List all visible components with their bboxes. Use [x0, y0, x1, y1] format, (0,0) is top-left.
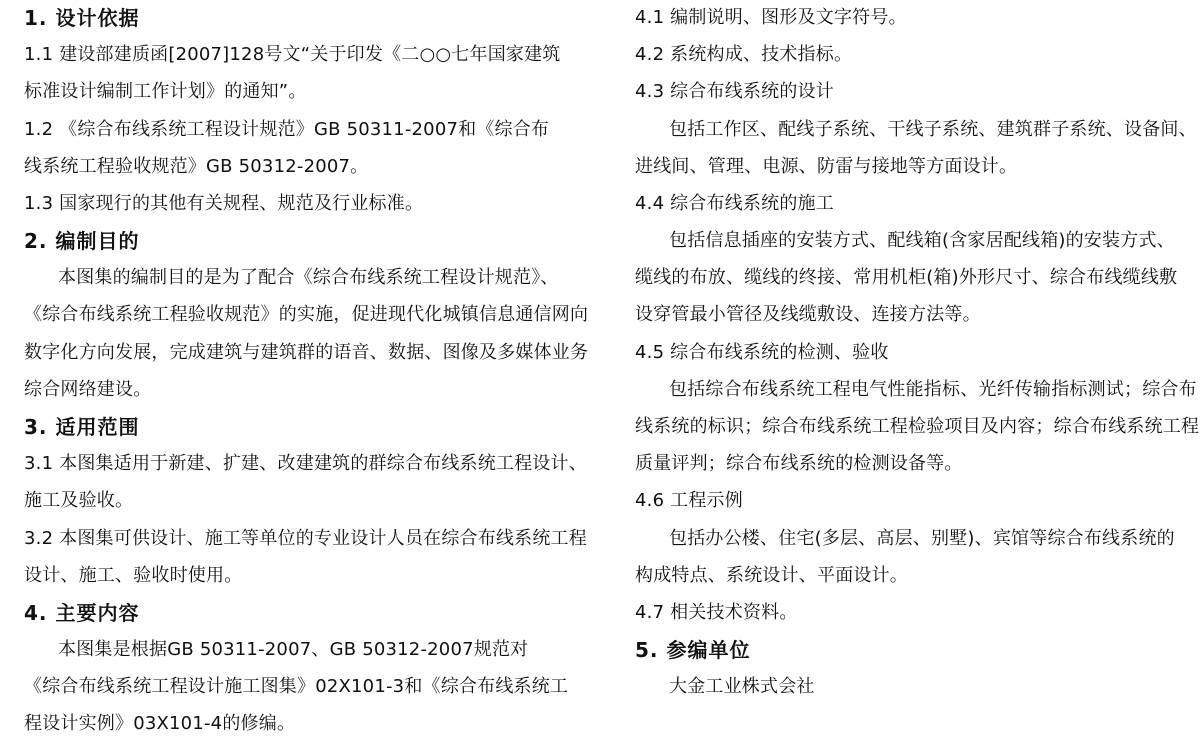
text-line: 包括信息插座的安装方式、配线箱(含家居配线箱)的安装方式、: [669, 230, 1175, 251]
text-line: 设计、施工、验收时使用。: [24, 565, 243, 586]
text-line: 质量评判；综合布线系统的检测设备等。: [635, 453, 963, 474]
text-line: 《综合布线系统工程验收规范》的实施，促进现代化城镇信息通信网向: [24, 304, 589, 325]
text-line: 标准设计编制工作计划》的通知”。: [24, 81, 307, 102]
text-line: 4.2 系统构成、技术指标。: [635, 44, 853, 65]
text-line: 施工及验收。: [24, 490, 134, 511]
text-line: 4.7 相关技术资料。: [635, 602, 798, 623]
text-line: 包括工作区、配线子系统、干线子系统、建筑群子系统、设备间、: [669, 119, 1197, 140]
text-line: 本图集的编制目的是为了配合《综合布线系统工程设计规范》、: [58, 267, 559, 288]
text-line: 进线间、管理、电源、防雷与接地等方面设计。: [635, 156, 1018, 177]
text-line: 线系统的标识；综合布线系统工程检验项目及内容；综合布线系统工程: [635, 416, 1200, 437]
text-line: 大金工业株式会社: [669, 676, 815, 697]
text-line: 4.4 综合布线系统的施工: [635, 193, 834, 214]
text-line: 3.1 本图集适用于新建、扩建、改建建筑的群综合布线系统工程设计、: [24, 453, 587, 474]
text-line: 1.1 建设部建质函[2007]128号文“关于印发《二○○七年国家建筑: [24, 44, 561, 65]
text-line: 1.3 国家现行的其他有关规程、规范及行业标准。: [24, 193, 424, 214]
text-line: 1.2 《综合布线系统工程设计规范》GB 50311-2007和《综合布: [24, 119, 550, 140]
text-line: 3.2 本图集可供设计、施工等单位的专业设计人员在综合布线系统工程: [24, 528, 587, 549]
section-heading: 3. 适用范围: [24, 415, 140, 439]
text-line: 缆线的布放、缆线的终接、常用机柜(箱)外形尺寸、综合布线缆线敷: [635, 267, 1178, 288]
text-line: 4.1 编制说明、图形及文字符号。: [635, 7, 907, 28]
text-line: 4.5 综合布线系统的检测、验收: [635, 342, 889, 363]
text-line: 程设计实例》03X101-4的修编。: [24, 713, 296, 734]
section-heading: 5. 参编单位: [635, 638, 751, 662]
text-line: 数字化方向发展，完成建筑与建筑群的语音、数据、图像及多媒体业务: [24, 342, 589, 363]
text-line: 构成特点、系统设计、平面设计。: [635, 565, 908, 586]
text-line: 包括办公楼、住宅(多层、高层、别墅)、宾馆等综合布线系统的: [669, 528, 1175, 549]
text-line: 设穿管最小管径及线缆敷设、连接方法等。: [635, 304, 981, 325]
text-line: 包括综合布线系统工程电气性能指标、光纤传输指标测试；综合布: [669, 379, 1197, 400]
text-line: 《综合布线系统工程设计施工图集》02X101-3和《综合布线系统工: [24, 676, 569, 697]
text-line: 4.3 综合布线系统的设计: [635, 81, 834, 102]
section-heading: 2. 编制目的: [24, 229, 140, 253]
text-line: 本图集是根据GB 50311-2007、GB 50312-2007规范对: [58, 639, 529, 660]
section-heading: 1. 设计依据: [24, 6, 140, 30]
text-line: 4.6 工程示例: [635, 490, 743, 511]
text-line: 线系统工程验收规范》GB 50312-2007。: [24, 156, 369, 177]
text-line: 综合网络建设。: [24, 379, 152, 400]
section-heading: 4. 主要内容: [24, 601, 140, 625]
